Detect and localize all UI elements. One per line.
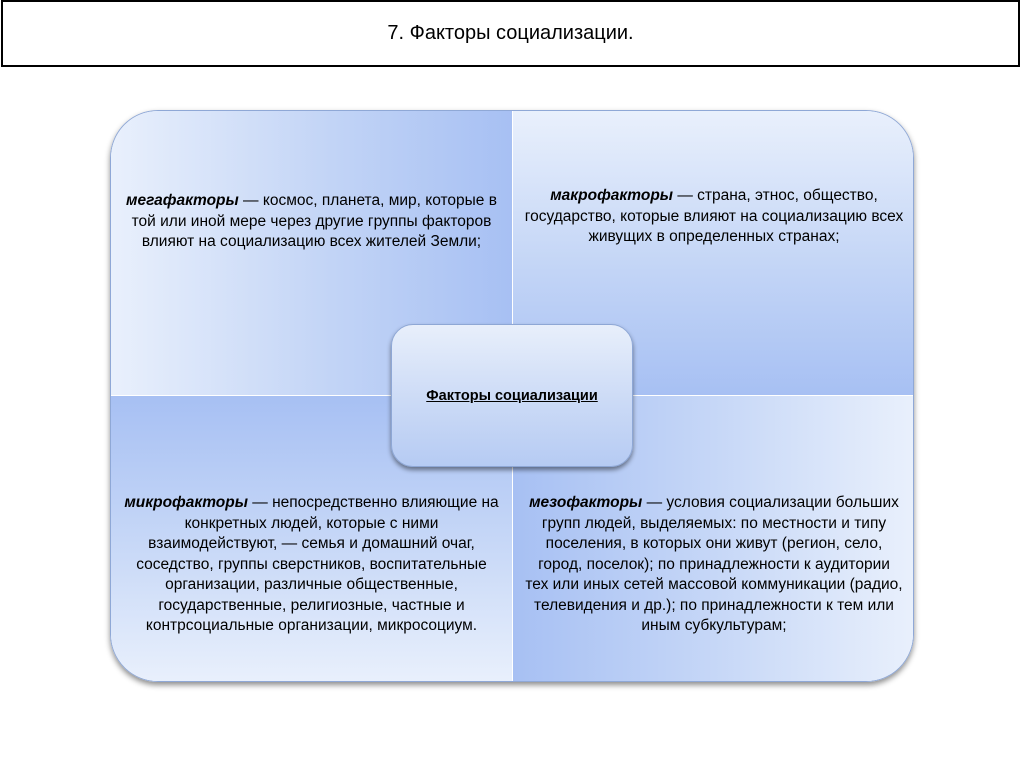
- mesofactors-term: мезофакторы: [529, 494, 643, 511]
- center-node-label: Факторы социализации: [426, 387, 598, 404]
- macrofactors-description: [523, 186, 905, 248]
- center-node: [391, 324, 633, 467]
- microfactors-text: — непосредственно влияющие на конкретных людей, которые с ними взаимодействуют, — семья и домашний очаг, соседство, группы сверстников, воспитательные организации, различные общественные, государственные, религиозные, частные и контрсоциальные организации, микросоциум.: [136, 494, 499, 634]
- macrofactors-text: — страна, этнос, общество, государство, которые влияют на социализацию всех живущих в определенных странах;: [524, 187, 904, 245]
- megafactors-description: [121, 191, 502, 253]
- mesofactors-description: [525, 493, 903, 637]
- microfactors-description: [121, 493, 502, 637]
- megafactors-term: мегафакторы: [126, 192, 239, 209]
- microfactors-term: микрофакторы: [124, 494, 248, 511]
- slide-title: 7. Факторы социализации.: [1, 0, 1020, 67]
- mesofactors-text: — условия социализации больших групп людей, выделяемых: по местности и типу поселения, в которых они живут (регион, село, город, поселок); по принадлежности к аудитории тех или иных сетей массовой коммуникации (радио, телевидения и др.); по принадлежности к тем или иным субкультурам;: [525, 494, 903, 634]
- macrofactors-term: макрофакторы: [550, 187, 674, 204]
- megafactors-text: — космос, планета, мир, которые в той или иной мере через другие группы факторов влияют на социализацию всех жителей Земли;: [131, 192, 497, 250]
